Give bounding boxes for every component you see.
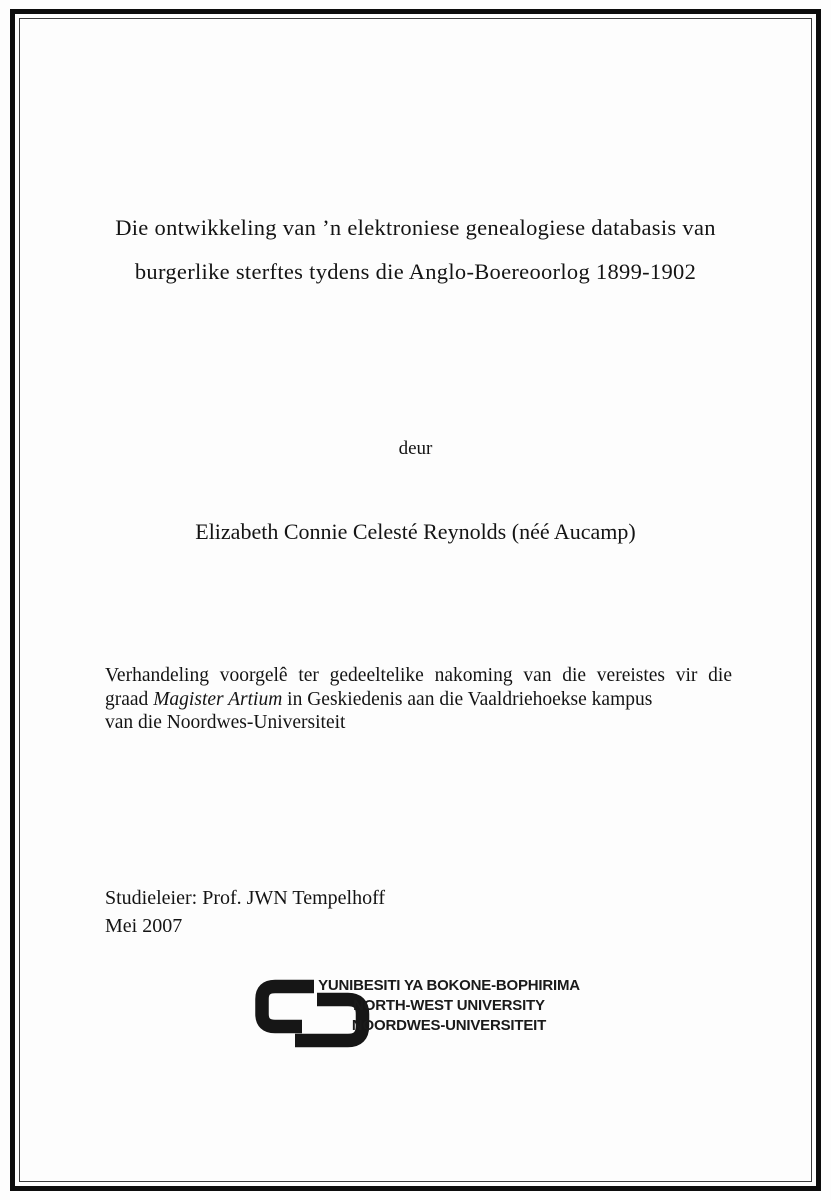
supervisor-line: Studieleier: Prof. JWN Tempelhoff bbox=[105, 887, 386, 909]
thesis-title-line2: burgerlike sterftes tydens die Anglo-Boereoorlog 1899-1902 bbox=[134, 259, 697, 284]
submission-statement bbox=[105, 664, 732, 735]
submission-line1: Verhandeling voorgelê ter gedeeltelike nakoming van die vereistes vir die bbox=[105, 665, 732, 686]
university-logo bbox=[252, 965, 582, 1060]
author-name: Elizabeth Connie Celesté Reynolds (néé Aucamp) bbox=[195, 519, 636, 544]
submission-line3: van die Noordwes-Universiteit bbox=[105, 712, 346, 733]
submission-degree-name: Magister Artium bbox=[153, 688, 283, 710]
logo-line-setswana: YUNIBESITI YA BOKONE-BOPHIRIMA bbox=[318, 977, 580, 994]
date-line: Mei 2007 bbox=[105, 915, 183, 937]
byline-preposition: deur bbox=[398, 438, 433, 459]
university-logo-text bbox=[318, 976, 580, 1036]
logo-line-english: NORTH-WEST UNIVERSITY bbox=[353, 997, 545, 1014]
submission-line2-suffix: in Geskiedenis aan die Vaaldriehoekse kampus bbox=[282, 688, 653, 710]
thesis-title-line1: Die ontwikkeling van ’n elektroniese genealogiese databasis van bbox=[115, 215, 716, 240]
submission-line2-prefix: graad bbox=[105, 688, 154, 710]
thesis-title bbox=[60, 206, 771, 294]
logo-line-afrikaans: NOORDWES-UNIVERSITEIT bbox=[351, 1017, 547, 1034]
submission-line2 bbox=[105, 688, 732, 712]
